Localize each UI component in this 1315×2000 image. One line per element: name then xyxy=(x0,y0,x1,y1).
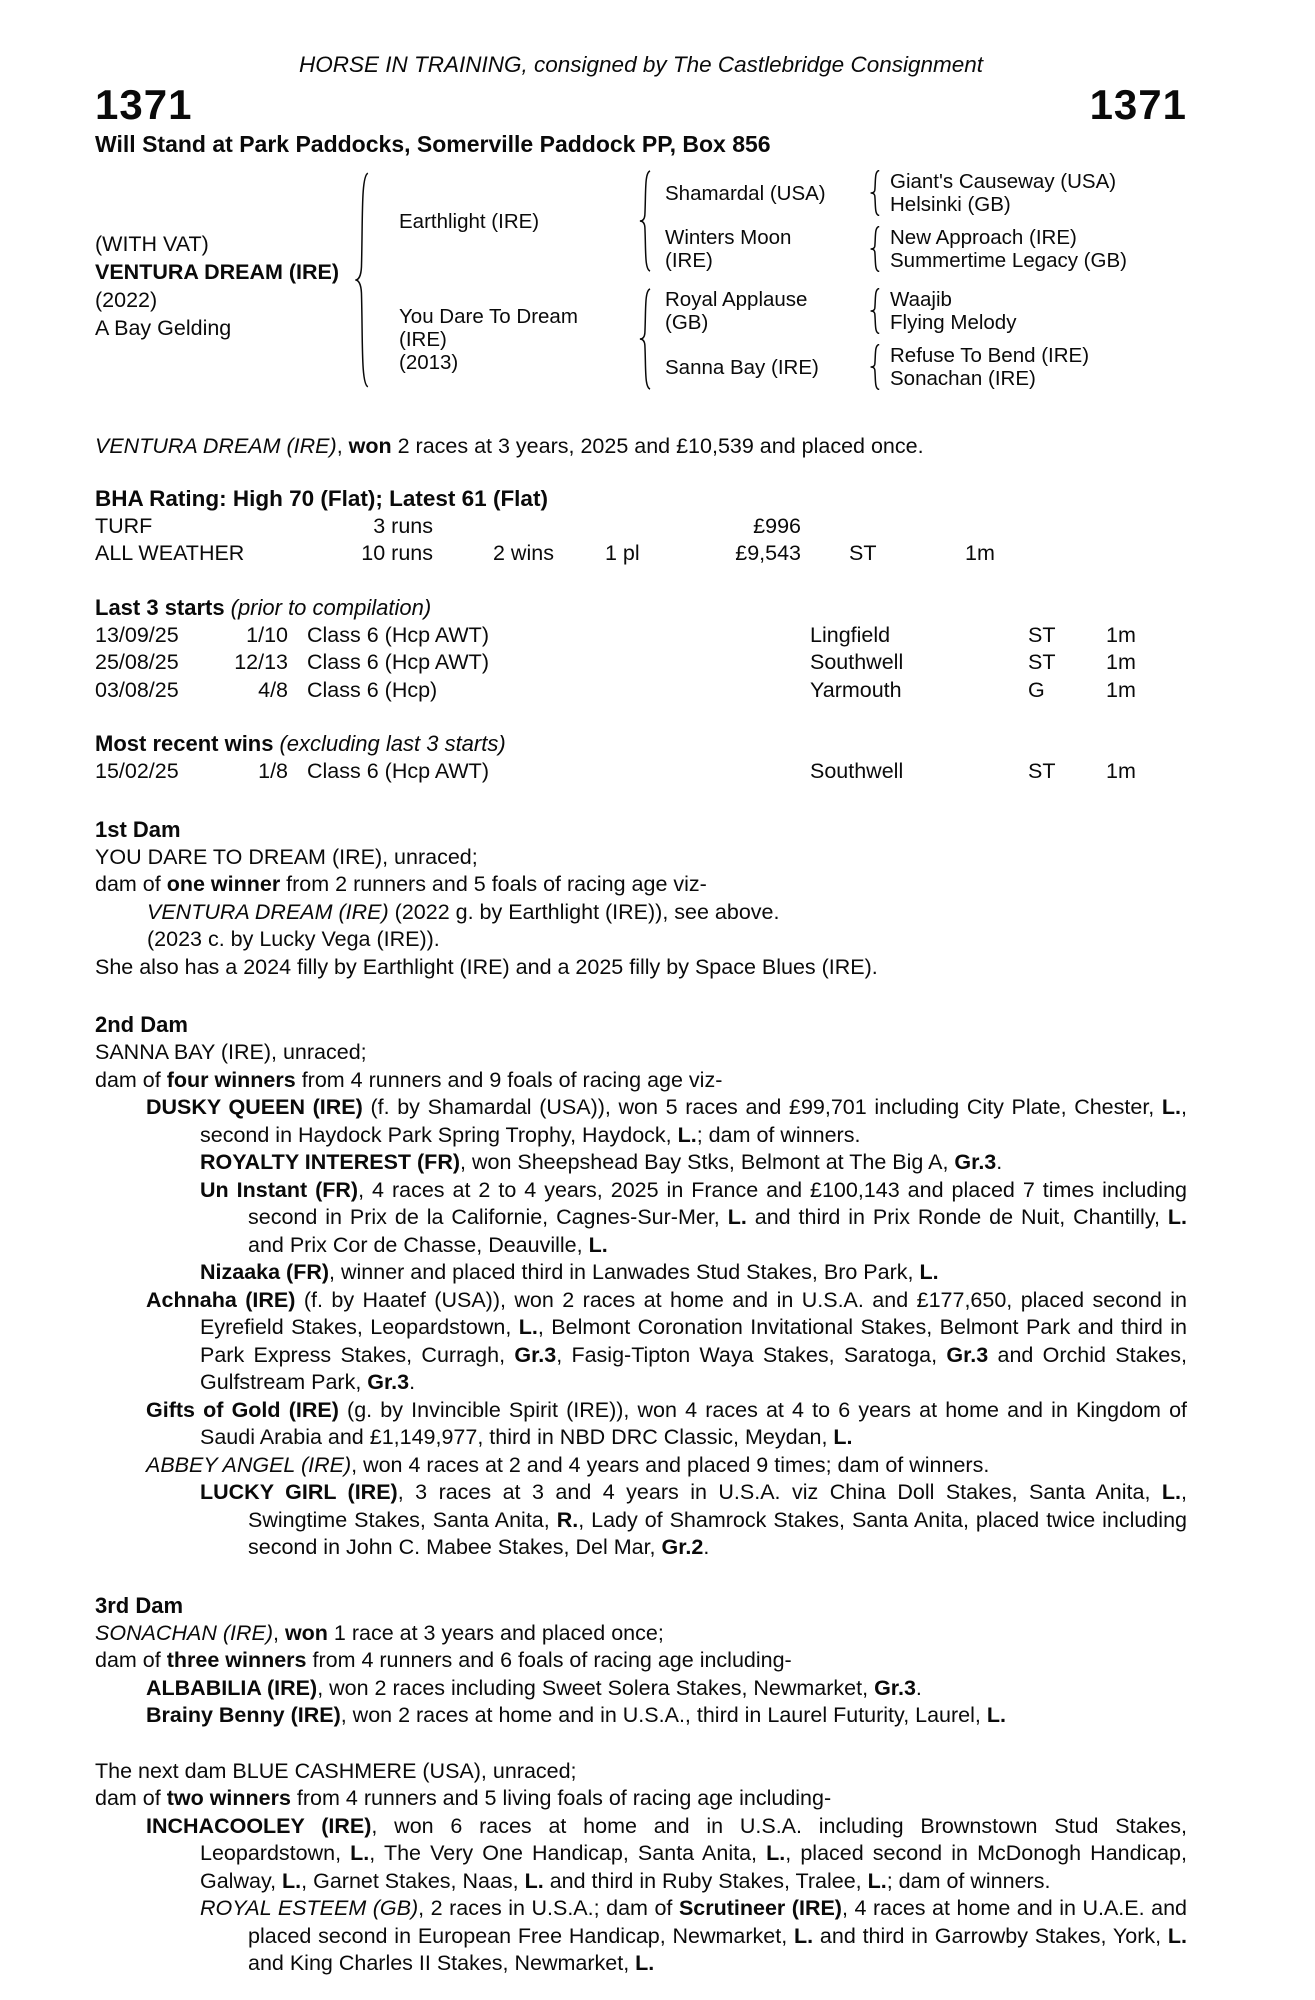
sire-dam-brace xyxy=(869,226,880,272)
start-position: 4/8 xyxy=(258,677,288,702)
dam-sire-group xyxy=(665,288,1089,334)
produce-entry: ROYALTY INTEREST (FR), won Sheepshead Bay Stks, Belmont at The Big A, Gr.3. xyxy=(200,1150,1003,1174)
great-grandsire-3: Waajib xyxy=(890,288,952,311)
start-row xyxy=(95,622,1187,650)
dam-dam-name: Sanna Bay (IRE) xyxy=(665,355,819,379)
great-granddam-3: Flying Melody xyxy=(890,311,1017,334)
start-distance: 1m xyxy=(1106,677,1136,702)
sire-dam-name: Winters Moon (IRE) xyxy=(665,226,792,272)
next-dam-line: The next dam BLUE CASHMERE (USA), unraced; xyxy=(95,1758,577,1783)
start-row xyxy=(95,649,1187,677)
first-dam-produce-line: dam of one winner from 2 runners and 5 foals of racing age viz- xyxy=(95,872,707,896)
great-granddam-1: Helsinki (GB) xyxy=(890,193,1011,216)
horse-name-block xyxy=(95,230,345,342)
dam-dam-group xyxy=(665,344,1089,390)
sire-sire-brace xyxy=(869,170,880,216)
sire-sire-name: Shamardal (USA) xyxy=(665,181,826,205)
first-dam-line: YOU DARE TO DREAM (IRE), unraced; xyxy=(95,844,478,869)
surface-earnings: £996 xyxy=(753,513,801,538)
start-position: 1/10 xyxy=(246,622,288,647)
produce-entry: Brainy Benny (IRE), won 2 races at home and in U.S.A., third in Laurel Futurity, Laurel, L. xyxy=(146,1703,1006,1727)
produce-entry: (2023 c. by Lucky Vega (IRE)). xyxy=(147,927,440,951)
great-granddam-4: Sonachan (IRE) xyxy=(890,367,1036,390)
dam-name: You Dare To Dream (IRE) xyxy=(399,304,578,351)
stand-location-line: Will Stand at Park Paddocks, Somerville Paddock PP, Box 856 xyxy=(95,131,771,157)
start-course: Southwell xyxy=(810,650,904,674)
start-row xyxy=(95,677,1187,705)
pedigree-brace-main xyxy=(353,171,369,389)
start-going: ST xyxy=(1028,622,1056,647)
win-row xyxy=(95,758,1187,786)
start-class: Class 6 (Hcp AWT) xyxy=(307,650,489,674)
second-dam-produce-line: dam of four winners from 4 runners and 9 foals of racing age viz- xyxy=(95,1067,723,1092)
start-class: Class 6 (Hcp AWT) xyxy=(307,759,489,783)
first-dam-note: She also has a 2024 filly by Earthlight (IRE) and a 2025 filly by Space Blues (IRE). xyxy=(95,954,878,979)
surface-runs: 3 runs xyxy=(373,513,433,538)
third-dam-produce-line: dam of three winners from 4 runners and 6 foals of racing age including- xyxy=(95,1648,792,1672)
race-record-summary: VENTURA DREAM (IRE), won 2 races at 3 years, 2025 and £10,539 and placed once. xyxy=(95,434,924,458)
lot-number-left: 1371 xyxy=(95,81,193,128)
last-3-starts-heading: Last 3 starts (prior to compilation) xyxy=(95,594,432,620)
dam-branch xyxy=(399,288,1127,390)
surface-record-row-turf xyxy=(95,513,1187,541)
pedigree-table xyxy=(95,169,1187,391)
horse-description: A Bay Gelding xyxy=(95,316,232,340)
surface-record-row-aw xyxy=(95,540,1187,568)
start-date: 03/08/25 xyxy=(95,677,179,702)
next-dam-produce-line: dam of two winners from 4 runners and 5 living foals of racing age including- xyxy=(95,1786,832,1810)
surface-wins: 2 wins xyxy=(493,541,554,565)
produce-entry: Achnaha (IRE) (f. by Haatef (USA)), won 2 races at home and in U.S.A. and £177,650, placed second in Eyrefield Stakes, Leopardstown, L., Belmont Coronation Invitational Stakes, Belmont Park and third in Park Express Stakes, Curragh, Gr.3, Fasig-Tipton Waya Stakes, Saratoga, Gr.3 and Orchid Stakes, Gulfstream Park, Gr.3. xyxy=(146,1287,1187,1394)
dam-sire-name: Royal Applause (GB) xyxy=(665,288,808,334)
great-grandsire-4: Refuse To Bend (IRE) xyxy=(890,344,1090,367)
surface-places xyxy=(605,513,694,541)
start-date: 25/08/25 xyxy=(95,650,179,674)
second-dam-line: SANNA BAY (IRE), unraced; xyxy=(95,1040,367,1064)
surface-earnings: £9,543 xyxy=(735,541,801,565)
surface-runs: 10 runs xyxy=(361,541,433,565)
produce-entry: LUCKY GIRL (IRE), 3 races at 3 and 4 years in U.S.A. viz China Doll Stakes, Santa Anita, L., Swingtime Stakes, Santa Anita, R., Lady of Shamrock Stakes, Santa Anita, placed twice including second in John C. Mabee Stakes, Del Mar, Gr.2. xyxy=(200,1480,1187,1559)
start-position: 1/8 xyxy=(258,759,288,783)
great-grandsire-1: Giant's Causeway (USA) xyxy=(890,170,1117,193)
dam-sire-brace xyxy=(869,288,880,334)
lot-number-right: 1371 xyxy=(1089,81,1187,128)
sire-branch xyxy=(399,170,1127,272)
start-course: Lingfield xyxy=(810,622,891,647)
sire-brace xyxy=(638,170,651,272)
sire-name: Earthlight (IRE) xyxy=(399,209,540,233)
surface-label: ALL WEATHER xyxy=(95,541,245,565)
horse-name: VENTURA DREAM (IRE) (2022) xyxy=(95,260,340,312)
produce-entry: ALBABILIA (IRE), won 2 races including Sweet Solera Stakes, Newmarket, Gr.3. xyxy=(146,1675,922,1700)
vat-note: (WITH VAT) xyxy=(95,232,209,256)
produce-entry: DUSKY QUEEN (IRE) (f. by Shamardal (USA)), won 5 races and £99,701 including City Plate, Chester, L., second in Haydock Park Spring Trophy, Haydock, L.; dam of winners. xyxy=(146,1095,1188,1147)
recent-wins-heading: Most recent wins (excluding last 3 starts) xyxy=(95,731,506,756)
start-position: 12/13 xyxy=(234,650,288,674)
produce-entry: INCHACOOLEY (IRE), won 6 races at home and in U.S.A. including Brownstown Stud Stakes, Leopardstown, L., The Very One Handicap, Santa Anita, L., placed second in McDonogh Handicap, Galway, L., Garnet Stakes, Naas, L. and third in Ruby Stakes, Tralee, L.; dam of winners. xyxy=(146,1813,1187,1893)
start-distance: 1m xyxy=(1106,622,1136,647)
start-date: 15/02/25 xyxy=(95,759,179,783)
dam-dam-brace xyxy=(869,344,880,390)
second-dam-heading: 2nd Dam xyxy=(95,1012,188,1037)
great-granddam-2: Summertime Legacy (GB) xyxy=(890,249,1127,272)
third-dam-heading: 3rd Dam xyxy=(95,1592,184,1618)
bha-rating-line: BHA Rating: High 70 (Flat); Latest 61 (Flat) xyxy=(95,485,548,511)
surface-going xyxy=(801,513,965,541)
produce-entry: Gifts of Gold (IRE) (g. by Invincible Spirit (IRE)), won 4 races at 4 to 6 years at home and in Kingdom of Saudi Arabia and £1,149,977, third in NBD DRC Classic, Meydan, L. xyxy=(146,1397,1187,1449)
start-going: ST xyxy=(1028,650,1056,674)
dam-name-block xyxy=(399,305,614,374)
sire-dam-group xyxy=(665,226,1127,272)
start-class: Class 6 (Hcp) xyxy=(307,677,438,702)
start-course: Yarmouth xyxy=(810,677,902,702)
produce-entry: ROYAL ESTEEM (GB), 2 races in U.S.A.; dam of Scrutineer (IRE), 4 races at home and in U.A.E. and placed second in European Free Handicap, Newmarket, L. and third in Garrowby Stakes, York, L. and King Charles II Stakes, Newmarket, L. xyxy=(200,1896,1187,1975)
surface-distance: 1m xyxy=(965,541,995,565)
dam-year: (2013) xyxy=(399,350,459,374)
start-distance: 1m xyxy=(1106,650,1136,674)
surface-wins xyxy=(433,513,605,541)
surface-distance xyxy=(965,513,1187,541)
dam-brace xyxy=(638,288,651,390)
start-distance: 1m xyxy=(1106,759,1136,783)
produce-entry: ABBEY ANGEL (IRE), won 4 races at 2 and 4 years and placed 9 times; dam of winners. xyxy=(146,1452,990,1477)
start-going: ST xyxy=(1028,759,1056,783)
third-dam-line: SONACHAN (IRE), won 1 race at 3 years and placed once; xyxy=(95,1620,664,1645)
start-date: 13/09/25 xyxy=(95,622,179,647)
surface-label: TURF xyxy=(95,513,153,538)
sire-sire-group xyxy=(665,170,1127,216)
surface-going: ST xyxy=(849,541,877,565)
produce-entry: VENTURA DREAM (IRE) (2022 g. by Earthlight (IRE)), see above. xyxy=(147,899,780,924)
start-going: G xyxy=(1028,677,1045,702)
consignor-line: HORSE IN TRAINING, consigned by The Castlebridge Consignment xyxy=(298,52,984,77)
lot-number-row xyxy=(95,82,1187,128)
surface-places: 1 pl xyxy=(605,541,640,565)
produce-entry: Nizaaka (FR), winner and placed third in Lanwades Stud Stakes, Bro Park, L. xyxy=(200,1260,939,1284)
great-grandsire-2: New Approach (IRE) xyxy=(890,226,1077,249)
start-class: Class 6 (Hcp AWT) xyxy=(307,622,489,647)
produce-entry: Un Instant (FR), 4 races at 2 to 4 years, 2025 in France and £100,143 and placed 7 times including second in Prix de la Californie, Cagnes-Sur-Mer, L. and third in Prix Ronde de Nuit, Chantilly, L. and Prix Cor de Chasse, Deauville, L. xyxy=(200,1177,1187,1257)
pedigree-generations xyxy=(399,170,1127,390)
start-course: Southwell xyxy=(810,759,904,783)
first-dam-heading: 1st Dam xyxy=(95,816,181,842)
